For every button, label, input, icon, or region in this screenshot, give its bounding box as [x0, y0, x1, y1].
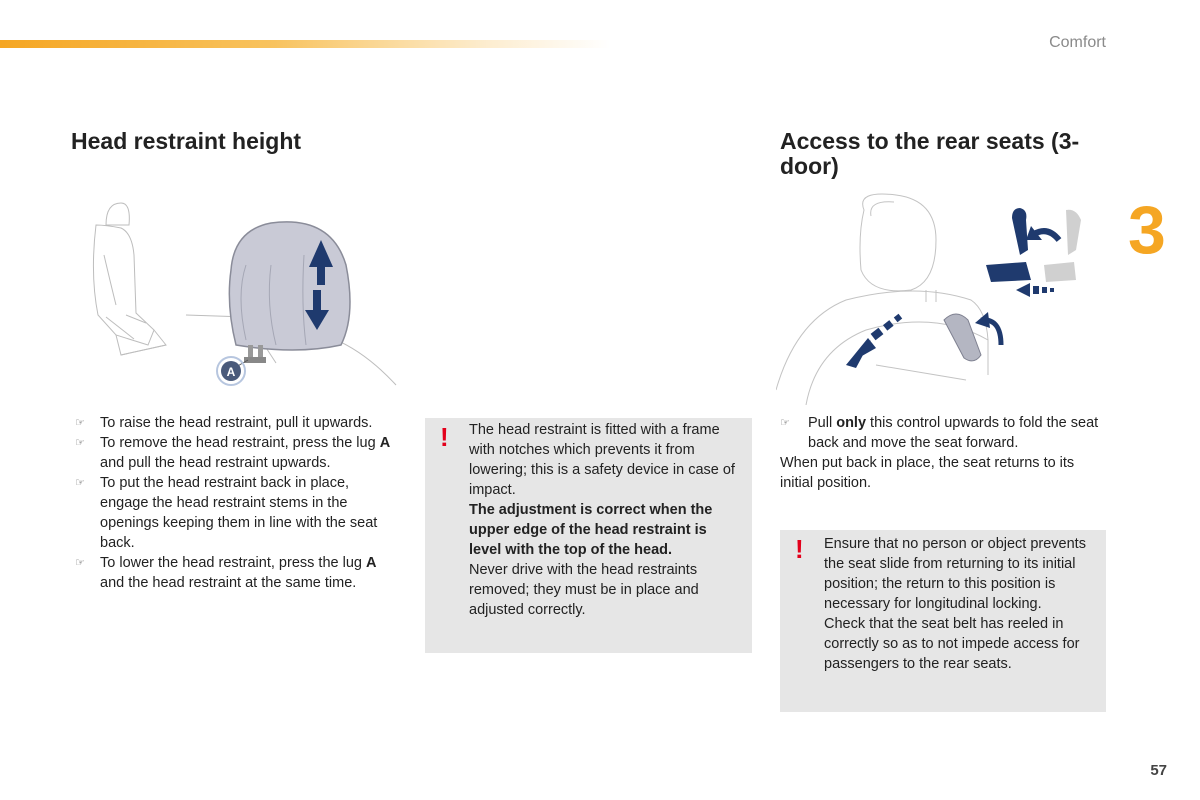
- pointing-hand-icon: ☞: [780, 417, 790, 429]
- list-item: ☞ To remove the head restraint, press the lug A and pull the head restraint upwards.: [75, 435, 391, 471]
- section-label: Comfort: [1049, 34, 1106, 51]
- warning-icon: !: [795, 534, 804, 564]
- list-item: ☞ To lower the head restraint, press the lug A and the head restraint at the same time.: [75, 555, 377, 591]
- list-item: ☞ To put the head restraint back in place, engage the head restraint stems in the openings keeping them in line with the seat back.: [75, 475, 378, 551]
- pointing-hand-icon: ☞: [75, 417, 85, 429]
- rear-seat-access-illustration: [776, 190, 1106, 405]
- warning-text: Ensure that no person or object prevents the seat slide from returning to its initial position; the return to this position is necessary for longitudinal locking. Check that the seat belt has reeled in correctly so as to not impede access for passengers to the rear seats.: [824, 536, 1086, 672]
- head-restraint-warning-box: [425, 418, 752, 653]
- rear-seat-warning-box: [780, 530, 1106, 712]
- pointing-hand-icon: ☞: [75, 557, 85, 569]
- return-position-text: When put back in place, the seat returns to its initial position.: [780, 455, 1075, 491]
- list-item: ☞ To raise the head restraint, pull it upwards.: [75, 415, 373, 431]
- heading-head-restraint-height: Head restraint height: [71, 128, 302, 154]
- head-restraint-instructions: [75, 413, 400, 593]
- pointing-hand-icon: ☞: [75, 437, 85, 449]
- header-accent-bar: [0, 40, 610, 48]
- heading-access-rear-seats: Access to the rear seats (3-door): [780, 128, 1080, 179]
- head-restraint-illustration: [76, 195, 406, 410]
- chapter-number: 3: [1128, 192, 1166, 268]
- page-number: 57: [1150, 762, 1167, 779]
- rear-seat-instructions: [780, 413, 1105, 493]
- list-item: ☞ Pull only this control upwards to fold the seat back and move the seat forward.: [780, 415, 1099, 451]
- warning-icon: !: [440, 422, 449, 452]
- pointing-hand-icon: ☞: [75, 477, 85, 489]
- lug-a-label: A: [226, 365, 236, 379]
- warning-text: The head restraint is fitted with a frame with notches which prevents it from lowering; this is a safety device in case of impact. The adjustment is correct when the upper edge of the head restraint is level with the top of the head. Never drive with the head restraints removed; they must be in place and adjusted correctly.: [469, 422, 735, 618]
